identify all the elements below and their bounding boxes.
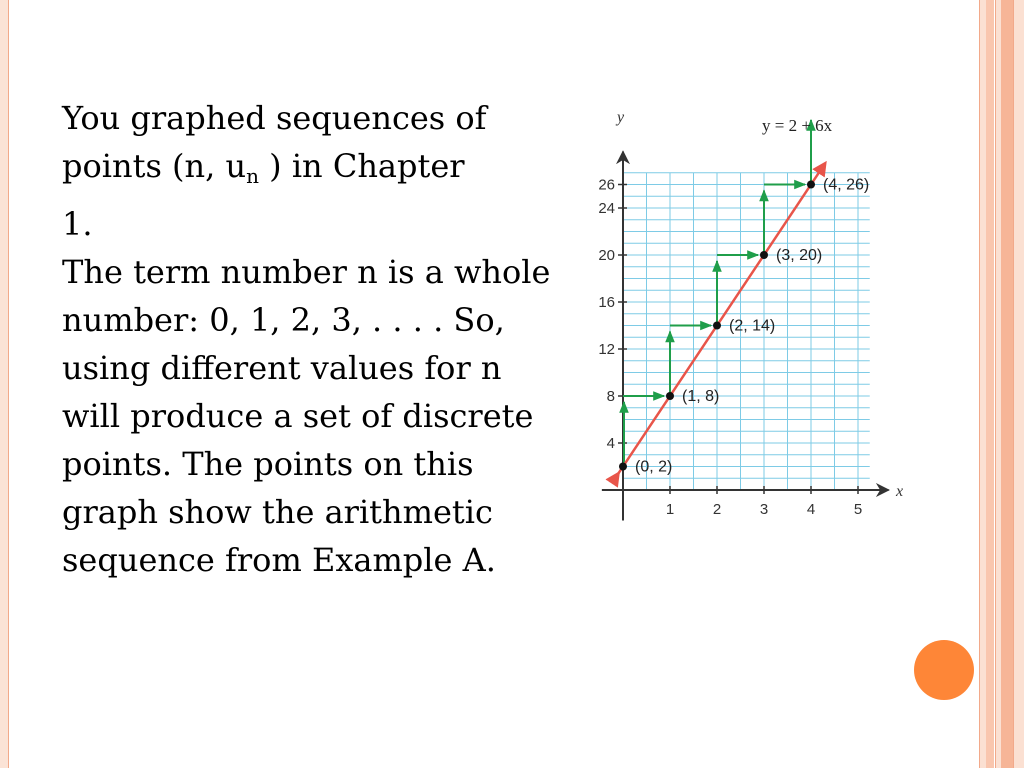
data-point	[619, 463, 627, 471]
text-paragraph-2: The term number n is a whole number: 0, 1, 2, 3, . . . . So, using different values for n will produce a set of discrete points. The points on this graph show the arithmetic sequence from Example A.	[62, 253, 551, 579]
right-border-stripe	[1001, 0, 1013, 768]
x-axis-label: x	[896, 483, 904, 500]
decorative-orange-circle	[914, 640, 974, 700]
data-point	[666, 392, 674, 400]
data-point-label: (2, 14)	[729, 317, 776, 335]
text-paragraph-1	[62, 94, 562, 248]
subscript-n: n	[246, 164, 259, 188]
text-line-3: 1.	[62, 205, 93, 243]
data-point	[807, 181, 815, 189]
y-tick-label: 26	[598, 176, 615, 194]
right-border-stripe	[986, 0, 994, 768]
right-border-stripe	[979, 0, 986, 768]
slide-body-text	[62, 94, 562, 584]
y-axis-label: y	[617, 109, 625, 126]
data-point	[713, 322, 721, 330]
y-tick-label: 12	[598, 341, 615, 358]
data-point	[760, 251, 768, 259]
data-point-label: (4, 26)	[823, 176, 870, 194]
sequence-chart	[580, 100, 920, 540]
y-tick-label: 16	[598, 294, 615, 311]
series-line-y-2-plus-6x	[618, 163, 825, 473]
chart-title: y = 2 + 6x	[762, 116, 833, 135]
text-line-2b: ) in Chapter	[258, 147, 465, 185]
left-border	[0, 0, 9, 768]
text-line-2a: points (n, u	[62, 147, 247, 185]
x-tick-label: 4	[806, 501, 816, 518]
y-tick-label: 24	[598, 200, 615, 217]
y-tick-label: 20	[598, 247, 615, 264]
x-tick-label: 5	[853, 501, 863, 518]
data-point-label: (1, 8)	[682, 388, 720, 405]
x-tick-label: 2	[712, 501, 722, 518]
data-point-label: (3, 20)	[776, 247, 823, 264]
text-line-1: You graphed sequences of	[62, 99, 487, 137]
chart-series-line	[618, 163, 825, 473]
x-tick-label: 3	[759, 501, 769, 518]
y-tick-label: 4	[606, 435, 615, 452]
x-tick-label: 1	[665, 501, 675, 518]
data-point-label: (0, 2)	[635, 458, 673, 476]
right-border-stripe	[1013, 0, 1024, 768]
y-tick-label: 8	[606, 388, 615, 405]
